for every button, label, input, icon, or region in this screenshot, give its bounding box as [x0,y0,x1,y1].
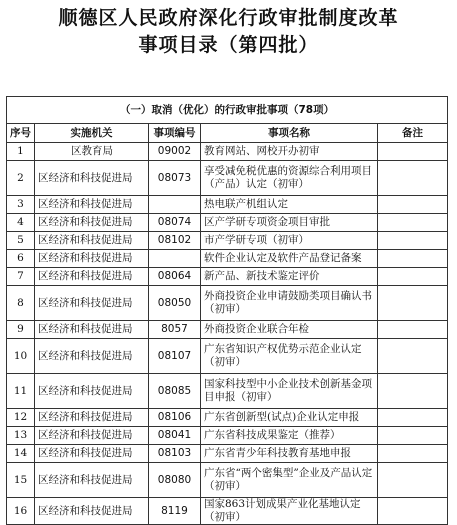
table-row [7,427,448,445]
row-number: 3 [7,196,35,214]
row-code: 08041 [149,427,201,445]
row-remark [378,214,448,232]
table-row [7,268,448,286]
table-row [7,463,448,498]
table-row [7,161,448,196]
row-agency: 区经济和科技促进局 [35,321,149,339]
row-code: 08073 [149,161,201,196]
header-code: 事项编号 [149,124,201,143]
row-number: 10 [7,339,35,374]
row-code: 08080 [149,463,201,498]
table-row [7,409,448,427]
row-code: 08106 [149,409,201,427]
row-agency: 区经济和科技促进局 [35,463,149,498]
row-item-name: 外商投资企业联合年检 [201,321,378,339]
table-row [7,321,448,339]
row-agency: 区经济和科技促进局 [35,498,149,525]
row-agency: 区经济和科技促进局 [35,445,149,463]
row-item-name: 广东省“两个密集型”企业及产品认定（初审） [201,463,378,498]
row-number: 4 [7,214,35,232]
row-agency: 区经济和科技促进局 [35,161,149,196]
row-code [149,196,201,214]
row-item-name: 软件企业认定及软件产品登记备案 [201,250,378,268]
row-code: 8119 [149,498,201,525]
section-title-row [7,97,448,124]
table-row [7,339,448,374]
table-row [7,374,448,409]
row-remark [378,321,448,339]
header-no: 序号 [7,124,35,143]
row-number: 7 [7,268,35,286]
row-item-name: 教育网站、网校开办初审 [201,143,378,161]
approval-items-table [6,96,448,525]
row-code: 08085 [149,374,201,409]
row-item-name: 国家863计划成果产业化基地认定（初审） [201,498,378,525]
row-agency: 区经济和科技促进局 [35,196,149,214]
row-item-name: 广东省科技成果鉴定（推荐） [201,427,378,445]
row-agency: 区经济和科技促进局 [35,286,149,321]
row-item-name: 广东省知识产权优势示范企业认定（初审） [201,339,378,374]
table-row [7,445,448,463]
table-row [7,143,448,161]
row-number: 12 [7,409,35,427]
row-remark [378,427,448,445]
row-number: 16 [7,498,35,525]
row-agency: 区经济和科技促进局 [35,409,149,427]
table-row [7,214,448,232]
row-remark [378,143,448,161]
row-code: 08074 [149,214,201,232]
row-number: 6 [7,250,35,268]
table-header-row [7,124,448,143]
row-agency: 区教育局 [35,143,149,161]
document-title-line2: 事项目录（第四批） [138,34,319,56]
row-item-name: 广东省青少年科技教育基地申报 [201,445,378,463]
row-number: 11 [7,374,35,409]
row-item-name: 国家科技型中小企业技术创新基金项目申报（初审） [201,374,378,409]
row-remark [378,445,448,463]
row-agency: 区经济和科技促进局 [35,427,149,445]
row-number: 15 [7,463,35,498]
row-remark [378,374,448,409]
row-code: 08107 [149,339,201,374]
row-remark [378,161,448,196]
header-name: 事项名称 [201,124,378,143]
row-number: 14 [7,445,35,463]
row-agency: 区经济和科技促进局 [35,374,149,409]
row-number: 1 [7,143,35,161]
row-remark [378,409,448,427]
table-row [7,498,448,525]
row-agency: 区经济和科技促进局 [35,214,149,232]
row-number: 9 [7,321,35,339]
row-code [149,250,201,268]
row-remark [378,196,448,214]
row-remark [378,463,448,498]
row-agency: 区经济和科技促进局 [35,268,149,286]
row-item-name: 热电联产机组认定 [201,196,378,214]
row-code: 08064 [149,268,201,286]
row-item-name: 区产学研专项资金项目审批 [201,214,378,232]
table-row [7,286,448,321]
row-item-name: 新产品、新技术鉴定评价 [201,268,378,286]
row-agency: 区经济和科技促进局 [35,232,149,250]
row-remark [378,339,448,374]
row-number: 8 [7,286,35,321]
row-number: 5 [7,232,35,250]
row-remark [378,268,448,286]
row-number: 13 [7,427,35,445]
row-code: 8057 [149,321,201,339]
row-remark [378,498,448,525]
row-item-name: 广东省创新型(试点)企业认定申报 [201,409,378,427]
row-agency: 区经济和科技促进局 [35,339,149,374]
row-remark [378,286,448,321]
row-remark [378,232,448,250]
row-item-name: 享受减免税优惠的资源综合利用项目（产品）认定（初审） [201,161,378,196]
table-row [7,250,448,268]
section-title: （一）取消（优化）的行政审批事项（78项） [7,97,448,124]
row-number: 2 [7,161,35,196]
row-remark [378,250,448,268]
row-code: 09002 [149,143,201,161]
header-remark: 备注 [378,124,448,143]
row-agency: 区经济和科技促进局 [35,250,149,268]
row-code: 08102 [149,232,201,250]
header-agency: 实施机关 [35,124,149,143]
row-code: 08103 [149,445,201,463]
row-item-name: 外商投资企业申请鼓励类项目确认书（初审） [201,286,378,321]
row-item-name: 市产学研专项（初审） [201,232,378,250]
table-row [7,232,448,250]
document-title-line1: 顺德区人民政府深化行政审批制度改革 [58,7,399,29]
table-row [7,196,448,214]
row-code: 08050 [149,286,201,321]
